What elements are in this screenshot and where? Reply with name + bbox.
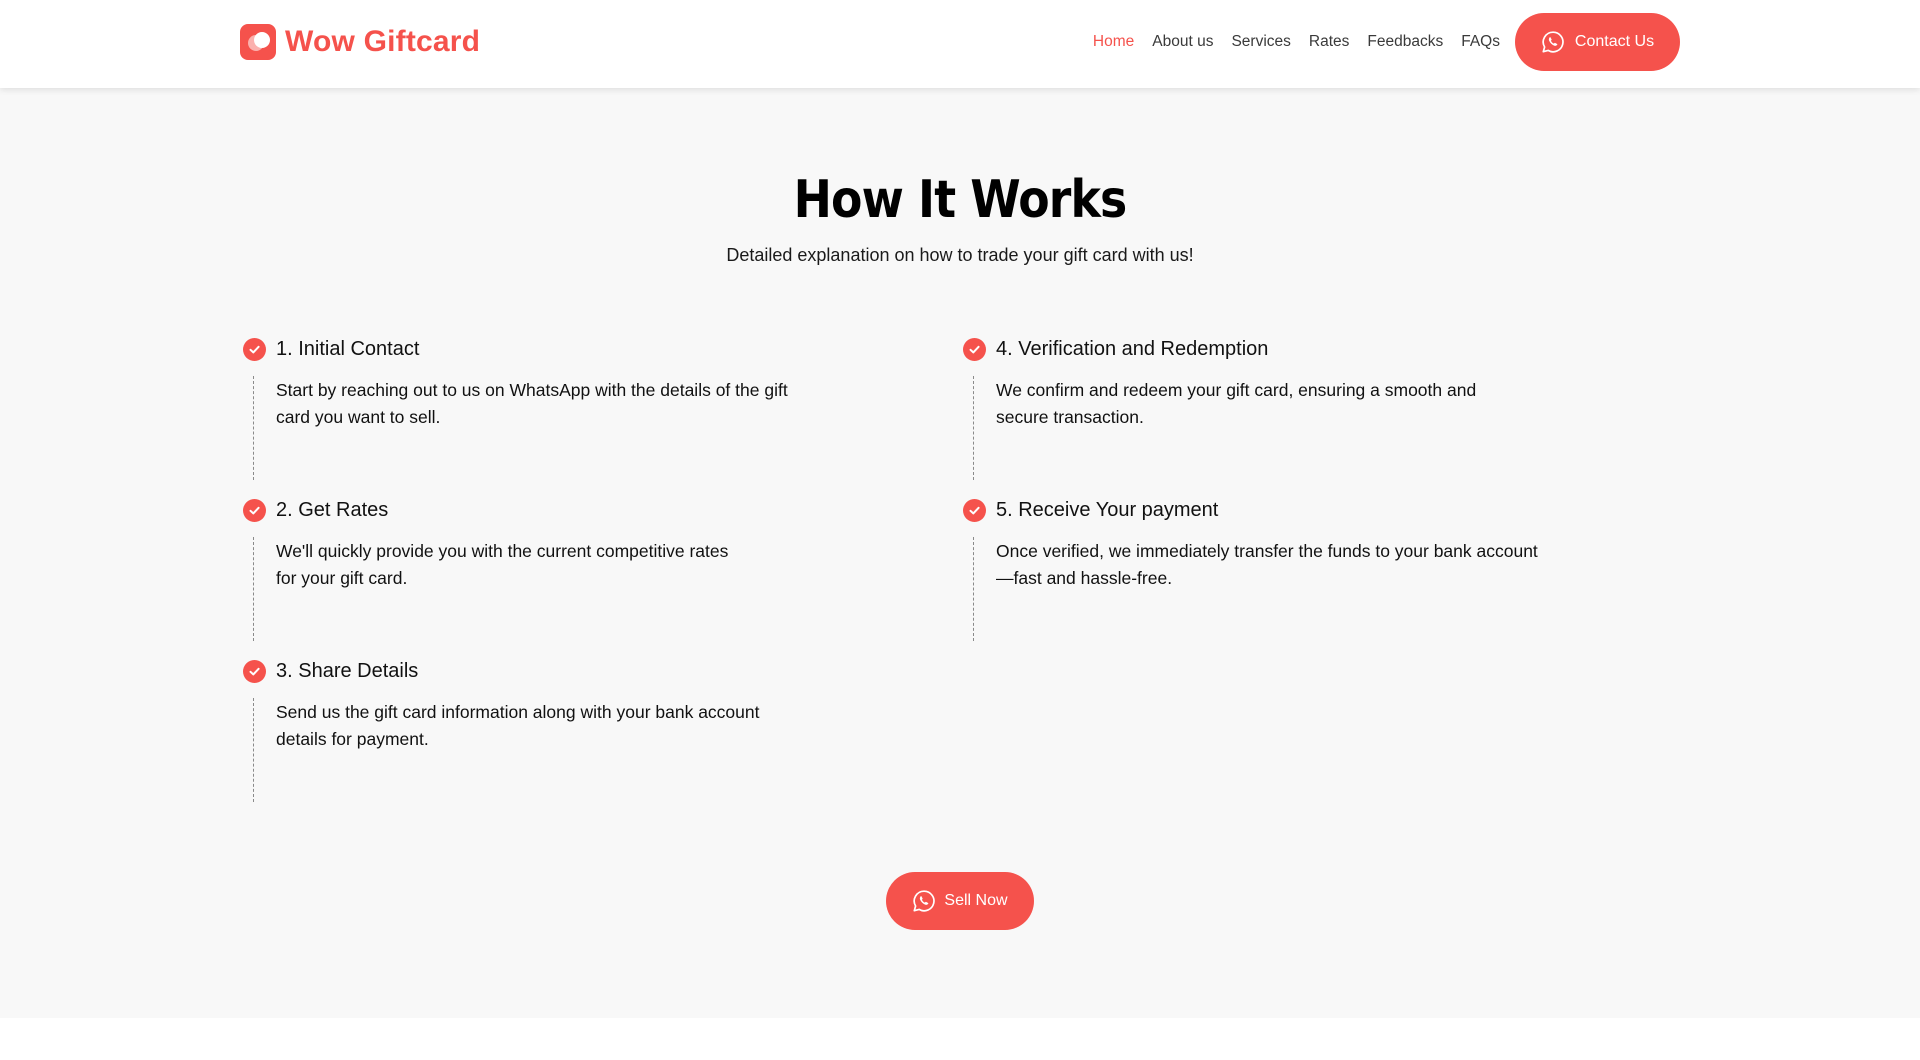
- step-description: [276, 377, 788, 431]
- step-description-line: secure transaction.: [996, 407, 1144, 427]
- step-receive-payment: [961, 496, 1541, 588]
- step-divider: [253, 537, 254, 641]
- site-header: [0, 0, 1920, 88]
- step-title: 2. Get Rates: [276, 498, 389, 521]
- brand-name: Wow Giftcard: [285, 25, 481, 58]
- main-nav: [1093, 0, 1500, 84]
- step-title: 4. Verification and Redemption: [996, 337, 1269, 360]
- step-title: 3. Share Details: [276, 659, 419, 682]
- page-footer-gap: [0, 1018, 1920, 1060]
- step-divider: [253, 376, 254, 480]
- logo-icon: [240, 24, 276, 60]
- sell-now-button[interactable]: [886, 872, 1034, 930]
- brand-logo[interactable]: [240, 24, 480, 60]
- step-description-line: details for payment.: [276, 729, 429, 749]
- step-description-line: We'll quickly provide you with the current competitive rates: [276, 541, 729, 561]
- nav-item-faqs[interactable]: FAQs: [1461, 33, 1500, 50]
- step-title: 1. Initial Contact: [276, 337, 420, 360]
- whatsapp-icon: [912, 889, 936, 913]
- nav-item-services[interactable]: Services: [1231, 33, 1291, 50]
- step-get-rates: [241, 496, 821, 588]
- step-initial-contact: [241, 335, 821, 427]
- step-description-line: card you want to sell.: [276, 407, 441, 427]
- step-verification-and-redemption: [961, 335, 1541, 427]
- step-description: [996, 538, 1538, 592]
- section-title: How It Works: [793, 170, 1127, 230]
- step-description: [276, 538, 728, 592]
- nav-item-feedbacks[interactable]: Feedbacks: [1367, 33, 1444, 50]
- check-icon: [963, 499, 986, 522]
- check-icon: [243, 660, 266, 683]
- check-icon: [963, 338, 986, 361]
- step-title: 5. Receive Your payment: [996, 498, 1219, 521]
- step-description-line: We confirm and redeem your gift card, ensuring a smooth and: [996, 380, 1477, 400]
- nav-item-about-us[interactable]: About us: [1152, 33, 1214, 50]
- nav-item-rates[interactable]: Rates: [1308, 33, 1350, 50]
- whatsapp-icon: [1541, 30, 1565, 54]
- step-description-line: Once verified, we immediately transfer the funds to your bank account: [996, 541, 1538, 561]
- step-description: [996, 377, 1476, 431]
- check-icon: [243, 499, 266, 522]
- step-description-line: Start by reaching out to us on WhatsApp with the details of the gift: [276, 380, 788, 400]
- step-description-line: for your gift card.: [276, 568, 408, 588]
- contact-us-label: Contact Us: [1574, 33, 1655, 50]
- step-share-details: [241, 657, 821, 749]
- step-divider: [253, 698, 254, 802]
- section-subtitle: Detailed explanation on how to trade your gift card with us!: [726, 245, 1194, 265]
- step-description-line: —fast and hassle-free.: [996, 568, 1173, 588]
- step-description: [276, 699, 759, 753]
- step-divider: [973, 376, 974, 480]
- step-divider: [973, 537, 974, 641]
- step-description-line: Send us the gift card information along with your bank account: [276, 702, 760, 722]
- sell-now-label: Sell Now: [944, 892, 1008, 909]
- contact-us-button[interactable]: [1515, 13, 1680, 71]
- nav-item-home[interactable]: Home: [1092, 33, 1135, 50]
- check-icon: [243, 338, 266, 361]
